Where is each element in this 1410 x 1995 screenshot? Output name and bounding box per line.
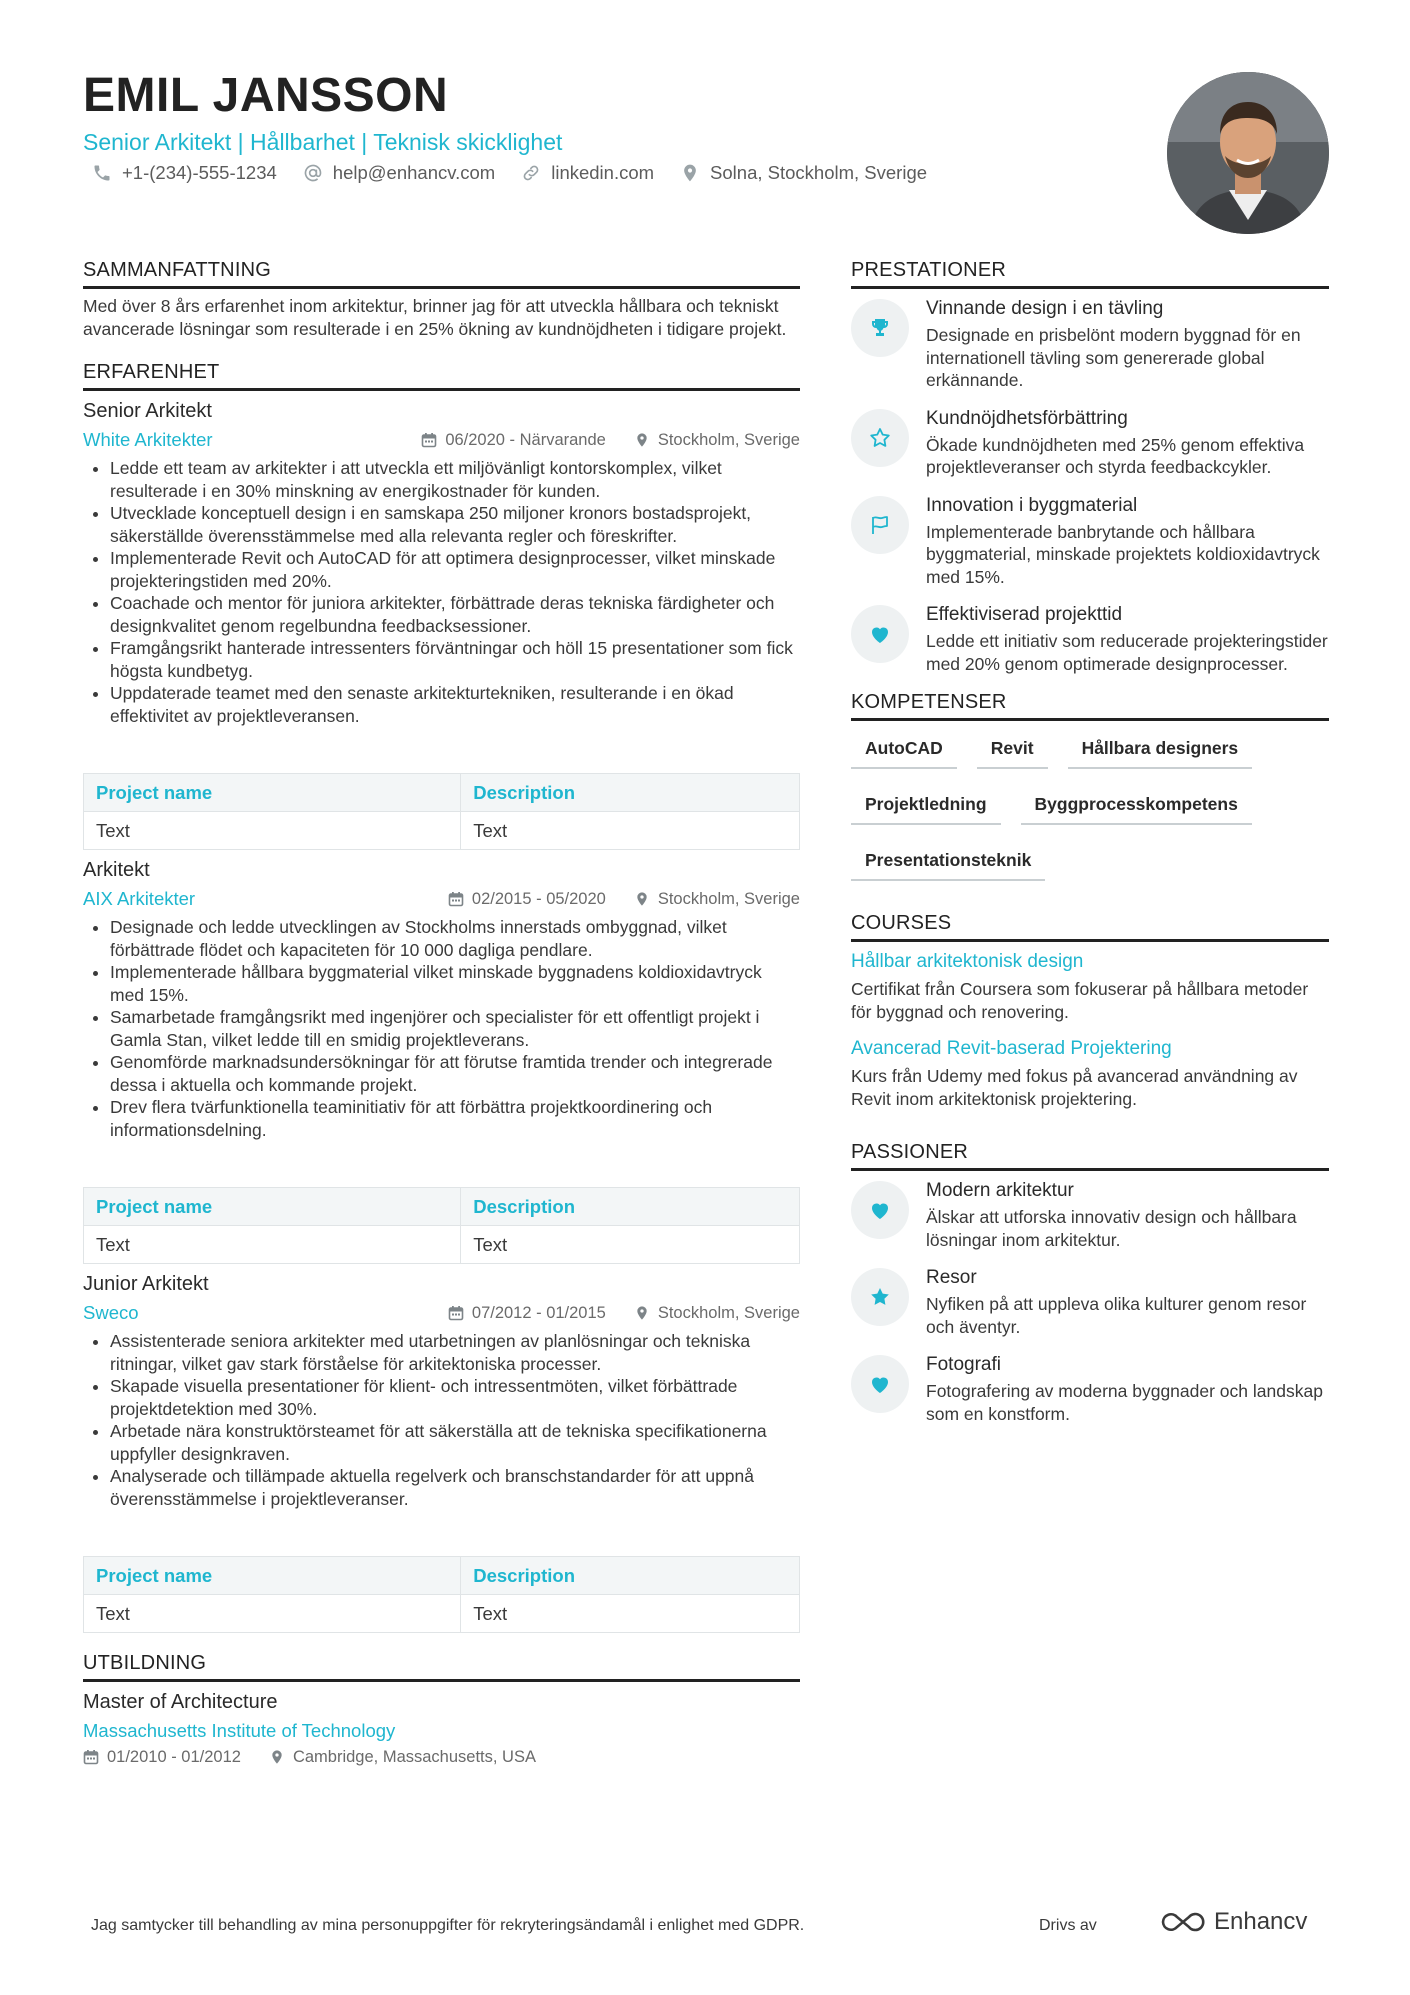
gdpr-consent: Jag samtycker till behandling av mina personuppgifter för rekryteringsändamål i enlighet med GDPR.: [91, 1917, 805, 1934]
summary-heading: SAMMANFATTNING: [83, 258, 800, 289]
education-heading: UTBILDNING: [83, 1651, 800, 1682]
passions-heading: PASSIONER: [851, 1140, 1329, 1171]
skills-section: [851, 690, 1329, 899]
job-title: Senior Arkitekt: [83, 400, 212, 422]
star-icon: [851, 1268, 909, 1326]
job-bullet: • Implementerade Revit och AutoCAD för att optimera designprocesser, vilket minskade projekteringstiden med 20%.: [110, 547, 800, 592]
passion-title: Modern arkitektur: [926, 1180, 1074, 1201]
courses-heading: COURSES: [851, 911, 1329, 942]
location-text: Solna, Stockholm, Sverige: [710, 162, 928, 183]
job-entry: [83, 1272, 800, 1633]
table-cell: Text: [461, 1226, 800, 1264]
skill-tag: Hållbara designers: [1068, 731, 1253, 769]
enhancv-logo-icon: [1160, 1909, 1206, 1935]
contact-phone: [92, 162, 277, 184]
location-pin-icon: [269, 1749, 285, 1765]
trophy-icon: [851, 299, 909, 357]
job-bullet: • Samarbetade framgångsrikt med ingenjörer och specialister för ett offentligt projekt i Gamla Stan, vilket ledde till en smidig projektleverans.: [110, 1006, 800, 1051]
job-location-text: Stockholm, Sverige: [657, 1303, 800, 1322]
candidate-title: Senior Arkitekt | Hållbarhet | Teknisk skicklighet: [83, 129, 563, 155]
contact-location: [680, 162, 927, 184]
job-bullet: • Designade och ledde utvecklingen av Stockholms innerstads ombyggnad, vilket förbättrade flödet och kapaciteten för 10 000 dagliga pendlare.: [110, 916, 800, 961]
phone-text: +1-(234)-555-1234: [122, 162, 277, 183]
achievement-item: [851, 494, 1329, 589]
passion-item: [851, 1179, 1329, 1251]
location-pin-icon: [634, 891, 650, 907]
job-dates-text: 06/2020 - Närvarande: [445, 430, 606, 449]
job-entry: [83, 399, 800, 850]
project-table: [83, 773, 800, 850]
company-name: White Arkitekter: [83, 429, 213, 450]
achievement-desc: Designade en prisbelönt modern byggnad för en internationell tävling som genererade global erkännande.: [926, 325, 1301, 390]
course-desc: Certifikat från Coursera som fokuserar på hållbara metoder för byggnad och renovering.: [851, 979, 1309, 1022]
left-column: [83, 258, 800, 1768]
job-bullets: [83, 916, 800, 1141]
table-header-row: [84, 1557, 800, 1595]
achievement-title: Effektiviserad projekttid: [926, 604, 1123, 625]
enhancv-brand: Enhancv: [1214, 1908, 1308, 1935]
table-header-project: Project name: [84, 1188, 461, 1226]
job-bullets: [83, 457, 800, 727]
passion-title: Fotografi: [926, 1354, 1001, 1375]
company-name: Sweco: [83, 1302, 139, 1323]
job-location: [634, 1304, 800, 1323]
heart-icon: [851, 605, 909, 663]
achievement-title: Innovation i byggmaterial: [926, 494, 1138, 516]
job-bullet: • Ledde ett team av arkitekter i att utveckla ett miljövänligt kontorskomplex, vilket resulterade i en 30% minskning av energikostnader för kunden.: [110, 457, 800, 502]
calendar-icon: [83, 1749, 99, 1765]
linkedin-text: linkedin.com: [551, 162, 655, 183]
job-meta: [83, 1302, 800, 1324]
contact-email[interactable]: [303, 162, 495, 184]
job-dates-text: 02/2015 - 05/2020: [471, 889, 606, 908]
education-location-text: Cambridge, Massachusetts, USA: [292, 1747, 536, 1766]
achievements-heading: PRESTATIONER: [851, 258, 1329, 289]
company-name: AIX Arkitekter: [83, 888, 196, 909]
table-row: [84, 1226, 800, 1264]
link-icon: [521, 163, 541, 183]
job-meta: [83, 429, 800, 451]
job-bullet: • Drev flera tvärfunktionella teaminitiativ för att förbättra projektkoordinering och informationsdelning.: [110, 1096, 800, 1141]
table-cell: Text: [461, 1595, 800, 1633]
flag-icon: [851, 496, 909, 554]
job-bullet: • Implementerade hållbara byggmaterial vilket minskade byggnadens koldioxidavtryck med 15%.: [110, 961, 800, 1006]
job-location: [634, 431, 800, 450]
education-dates-text: 01/2010 - 01/2012: [107, 1747, 241, 1766]
right-column: [851, 258, 1329, 1440]
job-bullet: • Utvecklade konceptuell design i en samskapa 250 miljoner kronors bostadsprojekt, säkerställde överensstämmelse med alla relevanta regler och föreskrifter.: [110, 502, 800, 547]
table-cell: Text: [84, 1595, 461, 1633]
powered-by-label: Drivs av: [1039, 1917, 1097, 1934]
job-title: Junior Arkitekt: [83, 1273, 209, 1295]
table-row: [84, 812, 800, 850]
project-table: [83, 1187, 800, 1264]
school-name: Massachusetts Institute of Technology: [83, 1720, 396, 1741]
job-bullet: • Skapade visuella presentationer för klient- och intressentmöten, vilket förbättrade projektdetektion med 30%.: [110, 1375, 800, 1420]
job-location-text: Stockholm, Sverige: [657, 889, 800, 908]
achievement-desc: Implementerade banbrytande och hållbara byggmaterial, minskade projektets koldioxidavtryck med 15%.: [926, 521, 1320, 587]
calendar-icon: [448, 1305, 464, 1321]
table-row: [84, 1595, 800, 1633]
calendar-icon: [448, 891, 464, 907]
calendar-icon: [421, 432, 437, 448]
achievement-item: [851, 603, 1329, 675]
skills-list: [851, 731, 1329, 899]
courses-section: [851, 911, 1329, 1110]
job-bullet: • Uppdaterade teamet med den senaste arkitekturtekniken, resulterande i en ökad effektivitet av projektleveransen.: [110, 682, 800, 727]
passion-desc: Fotografering av moderna byggnader och landskap som en konstform.: [926, 1381, 1323, 1424]
passion-desc: Nyfiken på att uppleva olika kulturer genom resor och äventyr.: [926, 1294, 1307, 1337]
location-pin-icon: [680, 163, 700, 183]
table-cell: Text: [461, 812, 800, 850]
email-text: help@enhancv.com: [332, 162, 496, 183]
achievements-section: [851, 258, 1329, 675]
table-header-row: [84, 774, 800, 812]
table-header-description: Description: [461, 1188, 800, 1226]
job-bullets: [83, 1330, 800, 1510]
table-header-project: Project name: [84, 774, 461, 812]
job-location-text: Stockholm, Sverige: [657, 430, 800, 449]
course-title: Avancerad Revit-baserad Projektering: [851, 1038, 1172, 1059]
profile-photo: [1167, 72, 1329, 234]
course-title: Hållbar arkitektonisk design: [851, 951, 1084, 972]
job-bullet: • Genomförde marknadsundersökningar för att förutse framtida trender och integrerade dessa i aktuella och kommande projekt.: [110, 1051, 800, 1096]
skill-tag: Byggprocesskompetens: [1021, 787, 1252, 825]
skill-tag: Revit: [977, 731, 1048, 769]
skill-tag: Presentationsteknik: [851, 843, 1045, 881]
heart-icon: [851, 1181, 909, 1239]
star-icon: [851, 409, 909, 467]
achievement-title: Kundnöjdhetsförbättring: [926, 407, 1128, 429]
skill-tag: AutoCAD: [851, 731, 957, 769]
achievements-list: [851, 297, 1329, 675]
passions-list: [851, 1179, 1329, 1425]
achievement-item: [851, 297, 1329, 392]
achievement-desc: Ökade kundnöjdheten med 25% genom effektiva projektleveranser och styrda feedbackcykler.: [926, 434, 1305, 477]
experience-heading: ERFARENHET: [83, 360, 800, 391]
job-meta: [83, 888, 800, 910]
degree-title: Master of Architecture: [83, 1691, 278, 1713]
summary-text: Med över 8 års erfarenhet inom arkitektur, brinner jag för att utveckla hållbara och tekniskt avancerade lösningar som resulterade i en 25% ökning av kundnöjdheten i tidigare projekt.: [83, 296, 787, 339]
job-dates: [421, 431, 606, 450]
table-header-project: Project name: [84, 1557, 461, 1595]
job-bullet: • Arbetade nära konstruktörsteamet för att säkerställa att de tekniska specifikationerna uppfyller designkraven.: [110, 1420, 800, 1465]
job-title: Arkitekt: [83, 859, 150, 881]
course-desc: Kurs från Udemy med fokus på avancerad användning av Revit inom arkitektonisk projektering.: [851, 1066, 1298, 1109]
school-row: [83, 1720, 800, 1742]
passions-section: [851, 1140, 1329, 1425]
contact-row: [92, 162, 927, 184]
achievement-item: [851, 407, 1329, 479]
experience-section: [83, 360, 800, 1633]
summary-section: [83, 258, 800, 340]
passion-title: Resor: [926, 1267, 977, 1288]
job-dates-text: 07/2012 - 01/2015: [471, 1303, 606, 1322]
job-bullet: • Assistenterade seniora arkitekter med utarbetningen av planlösningar och tekniska ritningar, vilket gav stark förståelse för arkitektoniska processer.: [110, 1330, 800, 1375]
job-dates: [448, 1304, 606, 1323]
at-icon: [303, 163, 323, 183]
heart-icon: [851, 1355, 909, 1413]
education-dates: [83, 1748, 241, 1767]
job-location: [634, 890, 800, 909]
job-bullet: • Framgångsrikt hanterade intressenters förväntningar och höll 15 presentationer som fick högsta kundbetyg.: [110, 637, 800, 682]
passion-item: [851, 1353, 1329, 1425]
candidate-name: EMIL JANSSON: [83, 69, 449, 122]
education-location: [269, 1748, 536, 1767]
location-pin-icon: [634, 1305, 650, 1321]
table-cell: Text: [84, 812, 461, 850]
table-header-description: Description: [461, 774, 800, 812]
job-dates: [448, 890, 606, 909]
education-meta: [83, 1746, 800, 1768]
education-section: [83, 1651, 800, 1768]
location-pin-icon: [634, 432, 650, 448]
table-header-description: Description: [461, 1557, 800, 1595]
table-header-row: [84, 1188, 800, 1226]
job-bullet: • Analyserade och tillämpade aktuella regelverk och branschstandarder för att uppnå överensstämmelse i projektleveranser.: [110, 1465, 800, 1510]
project-table: [83, 1556, 800, 1633]
job-bullet: • Coachade och mentor för juniora arkitekter, förbättrade deras tekniska färdigheter och designkvalitet genom regelbundna feedbacksessioner.: [110, 592, 800, 637]
phone-icon: [92, 163, 112, 183]
skill-tag: Projektledning: [851, 787, 1001, 825]
enhancv-logo[interactable]: [1160, 1908, 1307, 1936]
achievement-desc: Ledde ett initiativ som reducerade projekteringstider med 20% genom optimerade designprocesser.: [926, 631, 1328, 674]
contact-linkedin[interactable]: [521, 162, 654, 184]
job-entry: [83, 858, 800, 1264]
table-cell: Text: [84, 1226, 461, 1264]
passion-item: [851, 1266, 1329, 1338]
passion-desc: Älskar att utforska innovativ design och hållbara lösningar inom arkitektur.: [926, 1207, 1297, 1250]
achievement-title: Vinnande design i en tävling: [926, 298, 1164, 319]
skills-heading: KOMPETENSER: [851, 690, 1329, 721]
